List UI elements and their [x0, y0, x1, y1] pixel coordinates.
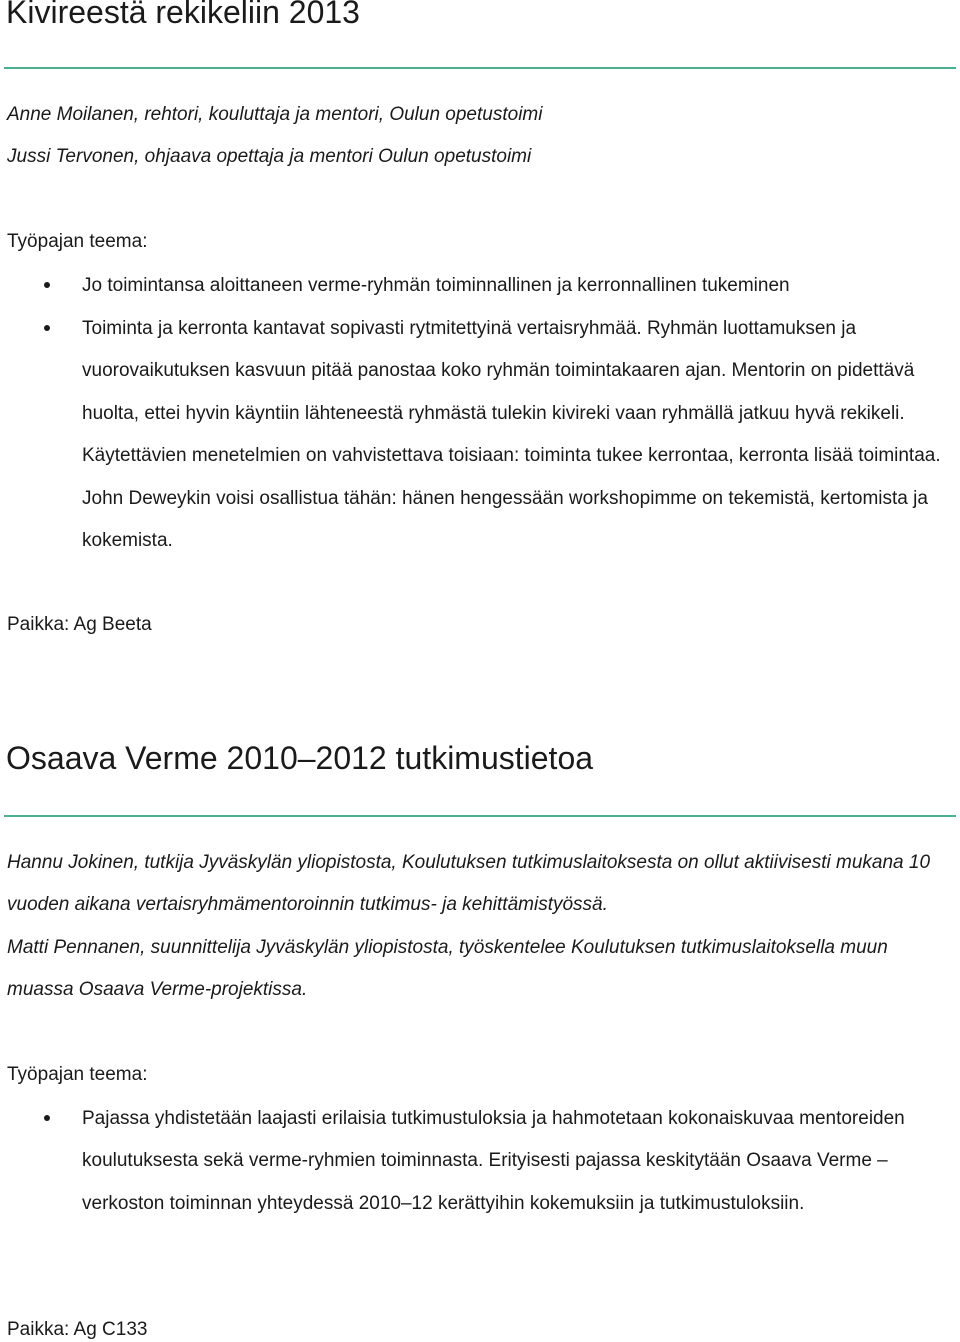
section-1-theme-label: Työpajan teema:: [7, 231, 148, 252]
section-2-title: Osaava Verme 2010–2012 tutkimustietoa: [6, 740, 594, 776]
section-1-divider: [4, 67, 956, 69]
section-2-bullet-1-text: Pajassa yhdistetään laajasti erilaisia tutkimustuloksia ja hahmotetaan kokonaiskuvaa mentoreiden koulutuksesta sekä verme-ryhmien toiminnasta. Erityisesti pajassa keskitytään Osaava Verme – verkoston toiminnan yhteydessä 2010–12 kerättyihin kokemuksiin ja tutkimustuloksiin.: [82, 1108, 905, 1214]
section-1-title: Kivireestä rekikeliin 2013: [6, 0, 360, 30]
bullet-icon: [44, 282, 50, 288]
section-2-theme-label: Työpajan teema:: [7, 1064, 148, 1085]
section-2-author-2: Matti Pennanen, suunnittelija Jyväskylän yliopistosta, työskentelee Koulutuksen tutkimuslaitoksella muun muassa Osaava Verme-projektissa.: [7, 937, 888, 1001]
section-2-divider: [4, 815, 956, 817]
section-2-author-1: Hannu Jokinen, tutkija Jyväskylän yliopistosta, Koulutuksen tutkimuslaitoksesta on ollut aktiivisesti mukana 10 vuoden aikana vertaisryhmämentoroinnin tutkimus- ja kehittämistyössä.: [7, 852, 931, 916]
section-1-bullet-1-text: Jo toimintansa aloittaneen verme-ryhmän toiminnallinen ja kerronnallinen tukeminen: [82, 275, 790, 296]
bullet-icon: [44, 1115, 50, 1121]
section-1-author-2: Jussi Tervonen, ohjaava opettaja ja mentori Oulun opetustoimi: [7, 146, 532, 167]
section-2-place: Paikka: Ag C133: [7, 1319, 148, 1340]
bullet-icon: [44, 325, 50, 331]
section-1-place: Paikka: Ag Beeta: [7, 614, 152, 635]
section-1-bullet-2-text: Toiminta ja kerronta kantavat sopivasti rytmitettyinä vertaisryhmää. Ryhmän luottamuksen ja vuorovaikutuksen kasvuun pitää panostaa koko ryhmän toimintakaaren ajan. Mentorin on pidettävä huolta, ettei hyvin käyntiin lähteneestä ryhmästä tulekin kivireki vaan ryhmällä jatkuu hyvä rekikeli. Käytettävien menetelmien on vahvistettava toisiaan: toiminta tukee kerrontaa, kerronta lisää toimintaa. John Deweykin voisi osallistua tähän: hänen hengessään workshopimme on tekemistä, kertomista ja kokemista.: [82, 318, 941, 552]
section-1-author-1: Anne Moilanen, rehtori, kouluttaja ja mentori, Oulun opetustoimi: [7, 104, 543, 125]
